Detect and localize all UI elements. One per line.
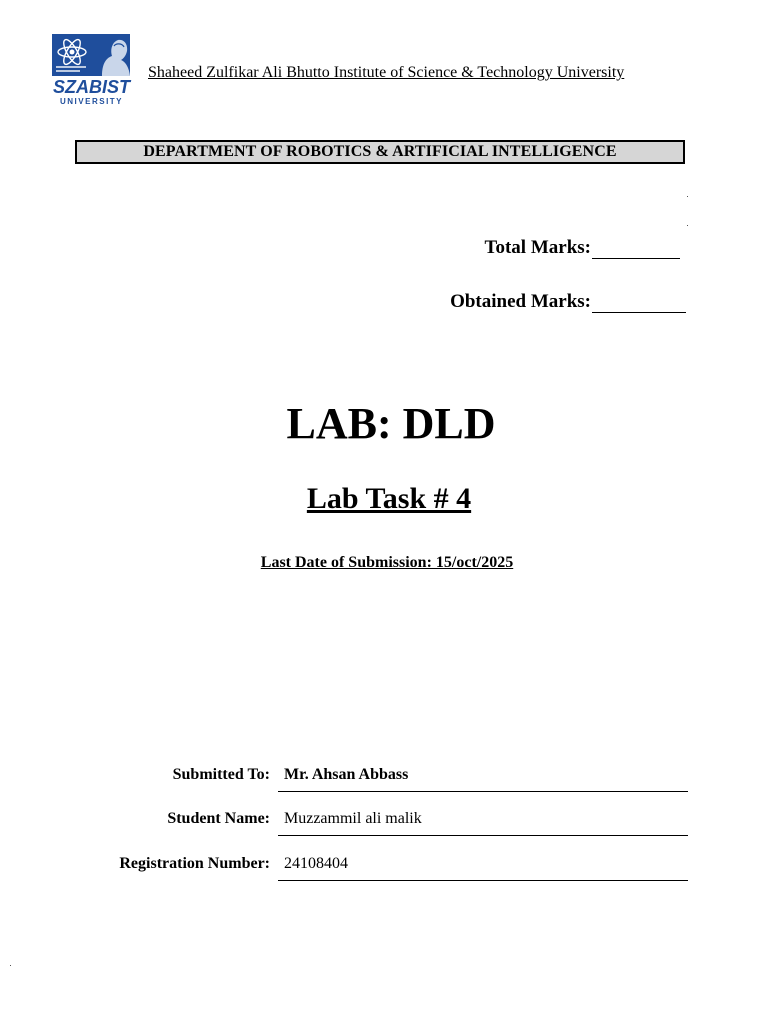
department-name: DEPARTMENT OF ROBOTICS & ARTIFICIAL INTELLIGENCE xyxy=(143,143,617,160)
total-marks-blank xyxy=(592,240,680,259)
submission-deadline xyxy=(0,554,768,572)
deadline-text: Last Date of Submission: 15/oct/2025 xyxy=(260,554,514,571)
submitted-to-value: Mr. Ahsan Abbass xyxy=(284,766,409,783)
stray-dot xyxy=(687,225,688,226)
total-marks-label: Total Marks: xyxy=(484,237,591,258)
logo-sub-text: UNIVERSITY xyxy=(60,97,124,106)
obtained-marks-blank xyxy=(592,294,686,313)
submitted-to-label: Submitted To: xyxy=(172,766,270,783)
obtained-marks-label: Obtained Marks: xyxy=(450,291,591,312)
lab-task-text: Lab Task # 4 xyxy=(306,482,472,515)
lab-task-heading xyxy=(0,482,768,516)
university-name: Shaheed Zulfikar Ali Bhutto Institute of Science & Technology University xyxy=(148,64,625,81)
logo-brand-text: SZABIST xyxy=(53,77,131,97)
university-logo xyxy=(52,34,134,106)
student-name-value: Muzzammil ali malik xyxy=(284,810,422,827)
student-name-label: Student Name: xyxy=(167,810,270,827)
total-marks-row xyxy=(485,237,680,259)
submitted-to-row xyxy=(0,756,768,800)
stray-dot xyxy=(10,965,11,966)
lab-title: LAB: DLD xyxy=(286,399,496,448)
department-banner xyxy=(75,140,685,164)
registration-number-underline xyxy=(278,880,688,881)
registration-number-row xyxy=(0,845,768,889)
szabist-logo-icon xyxy=(52,34,134,106)
student-name-underline xyxy=(278,835,688,836)
submitted-to-underline xyxy=(278,791,688,792)
registration-number-label: Registration Number: xyxy=(119,855,270,872)
stray-dot xyxy=(687,196,688,197)
registration-number-value: 24108404 xyxy=(284,855,348,872)
student-name-row xyxy=(0,800,768,844)
obtained-marks-row xyxy=(450,291,686,313)
